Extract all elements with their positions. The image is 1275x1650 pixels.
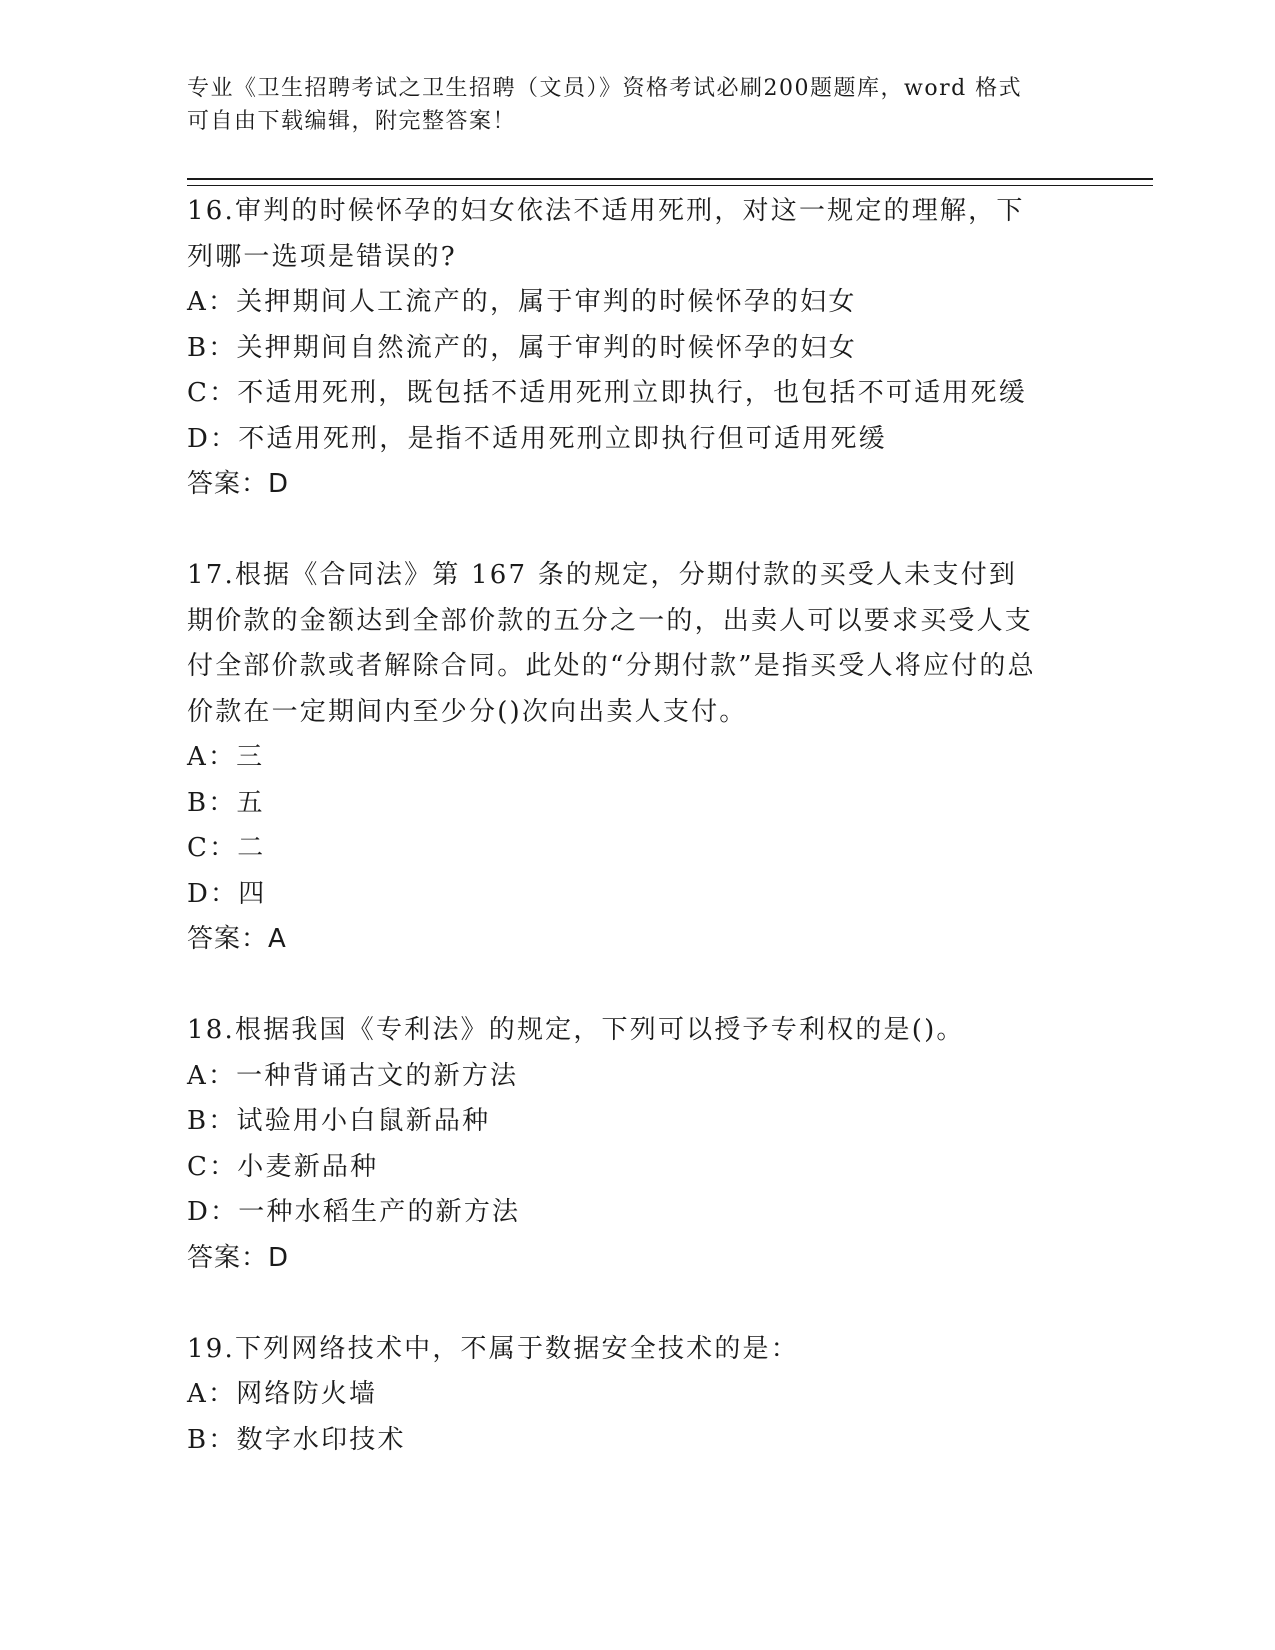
option-d: D：不适用死刑，是指不适用死刑立即执行但可适用死缓	[187, 423, 887, 454]
header-line-1: 专业《卫生招聘考试之卫生招聘（文员）》资格考试必刷200题题库，word 格式	[187, 76, 1023, 101]
spacer	[187, 1281, 1087, 1327]
question-stem: 18.根据我国《专利法》的规定，下列可以授予专利权的是()。	[187, 1015, 965, 1045]
option-c: C：不适用死刑，既包括不适用死刑立即执行，也包括不可适用死缓	[187, 378, 1027, 408]
question-17	[187, 553, 1087, 963]
answer: 答案：D	[187, 1242, 290, 1273]
option-b: B：五	[187, 787, 265, 818]
question-18	[187, 1008, 1087, 1281]
document-header	[187, 72, 1067, 138]
question-stem: 19.下列网络技术中，不属于数据安全技术的是：	[187, 1333, 799, 1364]
answer: 答案：D	[187, 469, 290, 499]
option-b: B：试验用小白鼠新品种	[187, 1106, 491, 1136]
option-a: A：网络防火墙	[187, 1379, 378, 1409]
header-line-2: 可自由下载编辑，附完整答案！	[187, 109, 517, 134]
option-c: C：小麦新品种	[187, 1151, 379, 1182]
option-d: D：一种水稻生产的新方法	[187, 1197, 521, 1227]
option-a: A：三	[187, 742, 265, 772]
spacer	[187, 508, 1087, 554]
question-stem: 17.根据《合同法》第 167 条的规定，分期付款的买受人未支付到期价款的金额达到全部价款的五分之一的，出卖人可以要求买受人支付全部价款或者解除合同。此处的“分期付款”是指买受人将应付的总价款在一定期间内至少分()次向出卖人支付。	[187, 560, 1036, 727]
answer: 答案：A	[187, 924, 287, 954]
option-a: A：一种背诵古文的新方法	[187, 1060, 519, 1091]
question-19	[187, 1327, 1087, 1464]
option-a: A：关押期间人工流产的，属于审判的时候怀孕的妇女	[187, 287, 857, 317]
option-d: D：四	[187, 878, 267, 909]
question-16	[187, 189, 1087, 508]
header-rule-thick	[187, 178, 1153, 180]
option-c: C：二	[187, 833, 266, 863]
question-list	[187, 189, 1087, 1463]
spacer	[187, 963, 1087, 1009]
option-b: B：数字水印技术	[187, 1424, 406, 1455]
question-stem: 16.审判的时候怀孕的妇女依法不适用死刑，对这一规定的理解，下列哪一选项是错误的?	[187, 196, 1025, 272]
header-rule-thin	[187, 185, 1153, 186]
option-b: B：关押期间自然流产的，属于审判的时候怀孕的妇女	[187, 332, 857, 363]
